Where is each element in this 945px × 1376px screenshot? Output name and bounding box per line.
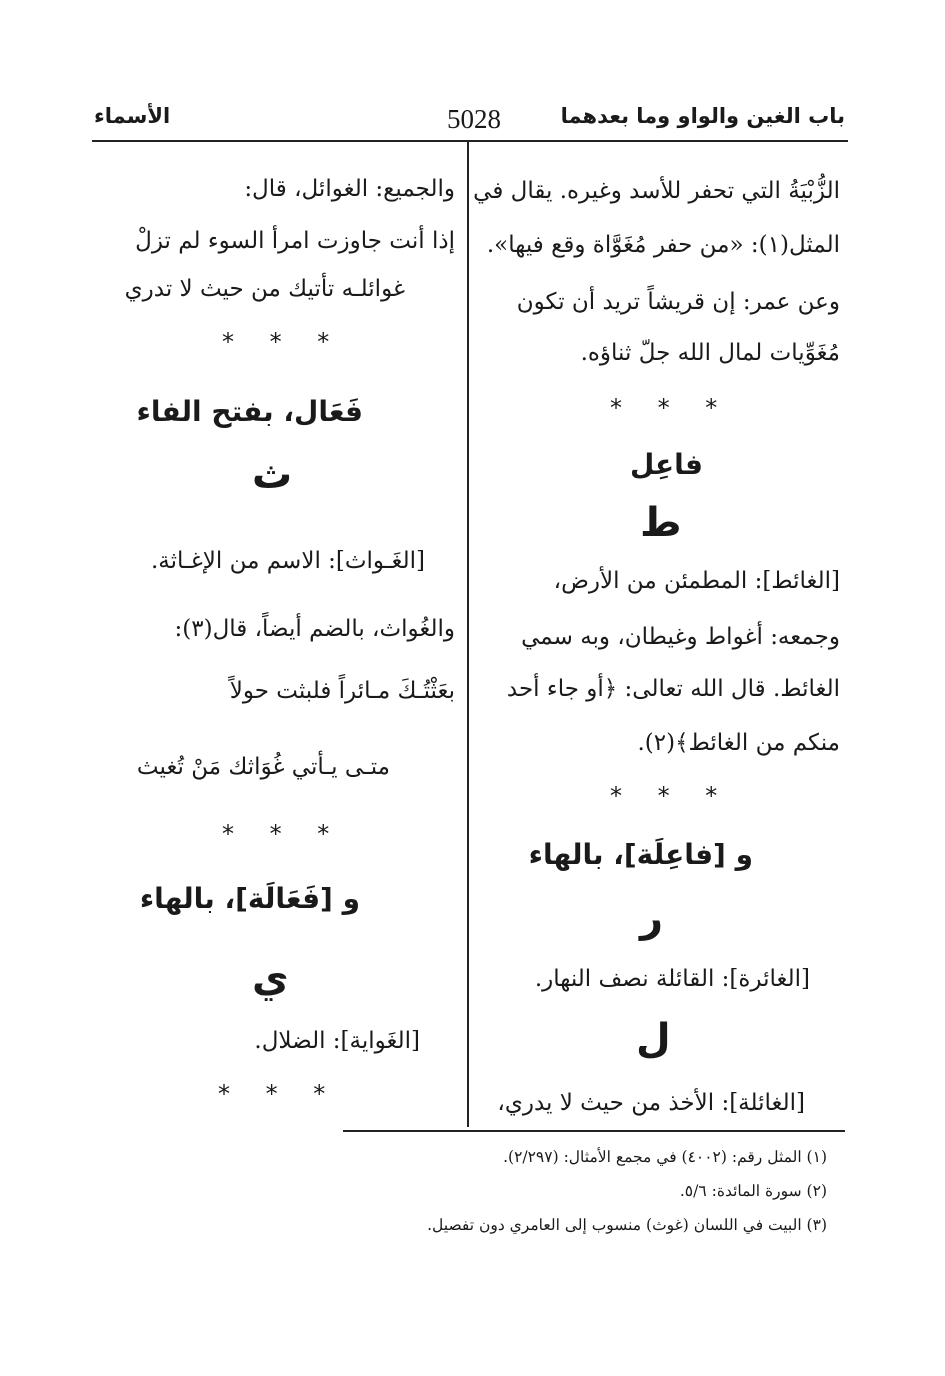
right-text-line: منكم من الغائط﴾(٢). xyxy=(637,730,840,756)
left-text-line: والغُواث، بالضم أيضاً، قال(٣): xyxy=(174,616,455,642)
section-heading: فاعِل xyxy=(630,448,703,481)
right-text-line: مُغَوِّيات لمال الله جلّ ثناؤه. xyxy=(580,340,840,366)
right-text-line: الغائط. قال الله تعالى: ﴿أو جاء أحد xyxy=(506,676,840,702)
header-rule xyxy=(92,140,848,142)
section-separator-stars: * * * xyxy=(222,328,344,356)
section-separator-stars: * * * xyxy=(218,1080,340,1108)
right-text-line: وعن عمر: إن قريشاً تريد أن تكون xyxy=(516,289,840,315)
left-text-line: [الغَواية]: الضلال. xyxy=(254,1028,420,1054)
left-text-line: بعَثْتُـكَ مـائراً فلبثت حولاً xyxy=(229,678,455,704)
right-text-line: المثل(١): «من حفر مُغَوَّاة وقع فيها». xyxy=(486,232,840,258)
right-text-line: [الغائرة]: القائلة نصف النهار. xyxy=(534,966,810,992)
root-letter-heading: ط xyxy=(640,500,682,546)
running-header-section: الأسماء xyxy=(94,104,171,128)
footnote-rule xyxy=(343,1130,845,1132)
running-header-chapter: باب الغين والواو وما بعدهما xyxy=(560,104,845,128)
left-text-line: غوائلـه تأتيك من حيث لا تدري xyxy=(124,276,405,302)
section-separator-stars: * * * xyxy=(610,782,732,810)
right-text-line: [الغائط]: المطمئن من الأرض، xyxy=(553,568,840,594)
column-divider xyxy=(467,142,469,1127)
footnote: (٣) البيت في اللسان (غوث) منسوب إلى العامري دون تفصيل. xyxy=(427,1216,827,1234)
footnote: (٢) سورة المائدة: ٥/٦. xyxy=(679,1182,827,1200)
section-separator-stars: * * * xyxy=(610,394,732,422)
root-letter-heading: ر xyxy=(640,895,664,941)
right-text-line: [الغائلة]: الأخذ من حيث لا يدري، xyxy=(497,1090,805,1116)
section-heading: و [فاعِلَة]، بالهاء xyxy=(528,838,753,871)
root-letter-heading: ل xyxy=(636,1016,671,1062)
section-separator-stars: * * * xyxy=(222,820,344,848)
left-text-line: إذا أنت جاوزت امرأ السوء لم تزلْ xyxy=(135,228,455,254)
left-text-line: والجميع: الغوائل، قال: xyxy=(244,176,455,202)
right-text-line: وجمعه: أغواط وغيطان، وبه سمي xyxy=(521,624,840,650)
section-heading: فَعَال، بفتح الفاء xyxy=(136,395,363,428)
footnote: (١) المثل رقم: (٤٠٠٢) في مجمع الأمثال: (٢/٢٩٧). xyxy=(503,1148,827,1166)
section-heading: و [فَعَالَة]، بالهاء xyxy=(139,882,360,915)
left-text-line: متـى يـأتي غُوَاثك مَنْ تُغيث xyxy=(136,754,390,780)
left-text-line: [الغَـواث]: الاسم من الإغـاثة. xyxy=(150,548,425,574)
right-text-line: الزُّبْيَةُ التي تحفر للأسد وغيره. يقال في xyxy=(473,178,840,204)
root-letter-heading: ي xyxy=(252,955,289,1001)
page-number: 5028 xyxy=(447,104,501,134)
root-letter-heading: ث xyxy=(252,452,293,498)
